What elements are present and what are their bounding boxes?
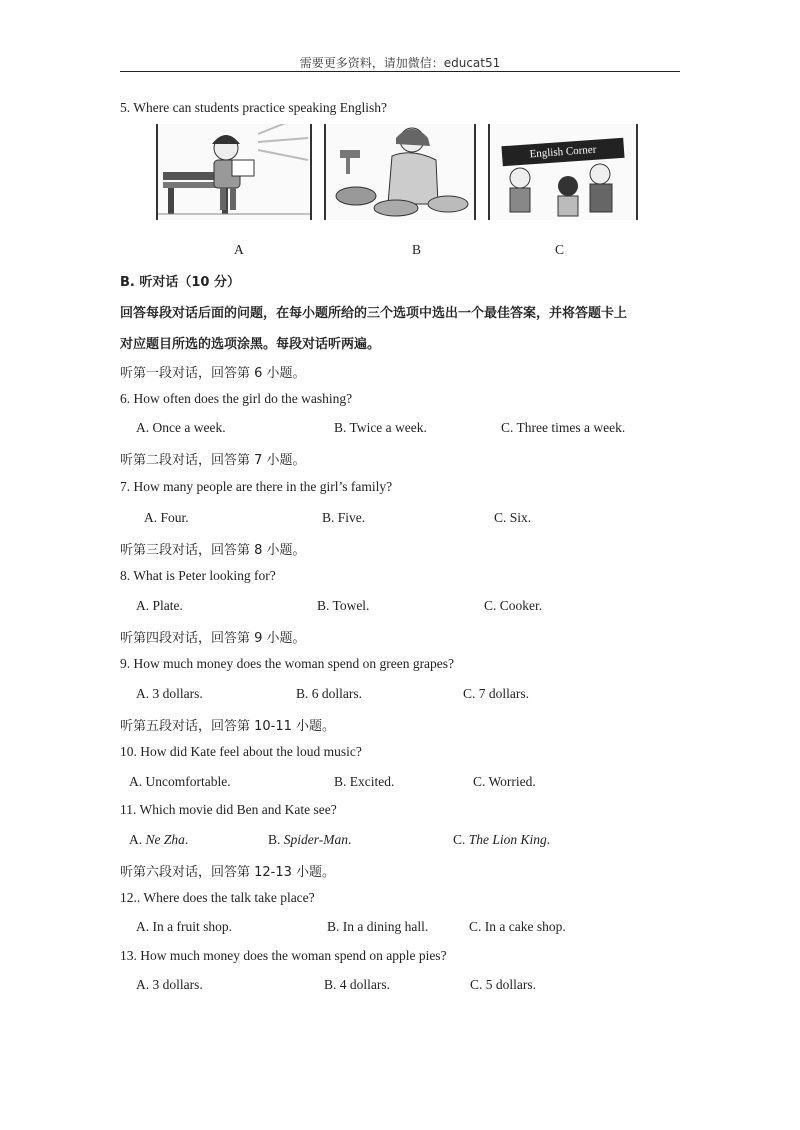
dialogue-5-note: 听第五段对话，回答第 10-11 小题。 bbox=[120, 719, 336, 734]
question-6: 6. How often does the girl do the washing? bbox=[120, 391, 353, 406]
q13-option-b: B. 4 dollars. bbox=[324, 977, 390, 992]
question-7: 7. How many people are there in the girl’s family? bbox=[120, 479, 393, 494]
q11-b-title: Spider-Man bbox=[283, 832, 348, 847]
question-12: 12.. Where does the talk take place? bbox=[120, 890, 315, 905]
q7-option-a: A. Four. bbox=[144, 510, 189, 525]
question-9: 9. How much money does the woman spend on green grapes? bbox=[120, 656, 455, 671]
q11-c-title: The Lion King bbox=[468, 832, 547, 847]
q9-option-c: C. 7 dollars. bbox=[463, 686, 529, 701]
q11-option-b bbox=[268, 832, 351, 848]
header-rule bbox=[120, 71, 680, 72]
q11-a-title: Ne Zha bbox=[145, 832, 185, 847]
dialogue-3-note: 听第三段对话，回答第 8 小题。 bbox=[120, 543, 306, 558]
question-11: 11. Which movie did Ben and Kate see? bbox=[120, 802, 337, 817]
q10-option-b: B. Excited. bbox=[334, 774, 395, 789]
q11-option-c bbox=[453, 832, 550, 848]
dialogue-1-note: 听第一段对话，回答第 6 小题。 bbox=[120, 366, 306, 381]
dialogue-4-note: 听第四段对话，回答第 9 小题。 bbox=[120, 631, 306, 646]
q11-c-prefix: C. bbox=[453, 832, 469, 847]
q13-option-a: A. 3 dollars. bbox=[136, 977, 203, 992]
section-b-instruction-1: 回答每段对话后面的问题，在每小题所给的三个选项中选出一个最佳答案，并将答题卡上 bbox=[120, 306, 628, 321]
question-10: 10. How did Kate feel about the loud music? bbox=[120, 744, 362, 759]
q8-option-a: A. Plate. bbox=[136, 598, 183, 613]
question-8: 8. What is Peter looking for? bbox=[120, 568, 276, 583]
picture-label-c: C bbox=[555, 242, 565, 257]
reading-girl-illustration bbox=[158, 124, 310, 220]
q10-option-a: A. Uncomfortable. bbox=[129, 774, 231, 789]
q6-option-a: A. Once a week. bbox=[136, 420, 226, 435]
picture-a-reading-girl bbox=[156, 124, 312, 220]
dialogue-6-note: 听第六段对话，回答第 12-13 小题。 bbox=[120, 865, 336, 880]
q10-option-c: C. Worried. bbox=[473, 774, 536, 789]
q8-option-c: C. Cooker. bbox=[484, 598, 543, 613]
section-b-title: B. 听对话（10 分） bbox=[120, 275, 240, 290]
q11-a-prefix: A. bbox=[129, 832, 146, 847]
english-corner-sign: English Corner bbox=[501, 138, 624, 166]
picture-c-english-corner bbox=[488, 124, 638, 220]
q7-option-b: B. Five. bbox=[322, 510, 366, 525]
q11-c-period: . bbox=[546, 832, 551, 847]
q8-option-b: B. Towel. bbox=[317, 598, 370, 613]
question-5: 5. Where can students practice speaking English? bbox=[120, 100, 388, 115]
q11-a-period: . bbox=[184, 832, 189, 847]
q12-option-b: B. In a dining hall. bbox=[327, 919, 429, 934]
q11-b-period: . bbox=[347, 832, 352, 847]
q6-option-c: C. Three times a week. bbox=[501, 420, 626, 435]
question-13: 13. How much money does the woman spend on apple pies? bbox=[120, 948, 447, 963]
q7-option-c: C. Six. bbox=[494, 510, 532, 525]
cooking-woman-illustration bbox=[326, 124, 474, 220]
picture-label-b: B bbox=[412, 242, 422, 257]
q11-b-prefix: B. bbox=[268, 832, 284, 847]
section-b-instruction-2: 对应题目所选的选项涂黑。每段对话听两遍。 bbox=[120, 337, 381, 352]
page-header: 需要更多资料，请加微信：educat51 bbox=[299, 56, 501, 70]
q12-option-a: A. In a fruit shop. bbox=[136, 919, 232, 934]
q9-option-a: A. 3 dollars. bbox=[136, 686, 203, 701]
q11-option-a bbox=[129, 832, 188, 848]
q6-option-b: B. Twice a week. bbox=[334, 420, 427, 435]
q12-option-c: C. In a cake shop. bbox=[469, 919, 566, 934]
picture-label-a: A bbox=[234, 242, 244, 257]
q9-option-b: B. 6 dollars. bbox=[296, 686, 362, 701]
q13-option-c: C. 5 dollars. bbox=[470, 977, 536, 992]
dialogue-2-note: 听第二段对话，回答第 7 小题。 bbox=[120, 453, 306, 468]
picture-b-cooking-woman bbox=[324, 124, 476, 220]
